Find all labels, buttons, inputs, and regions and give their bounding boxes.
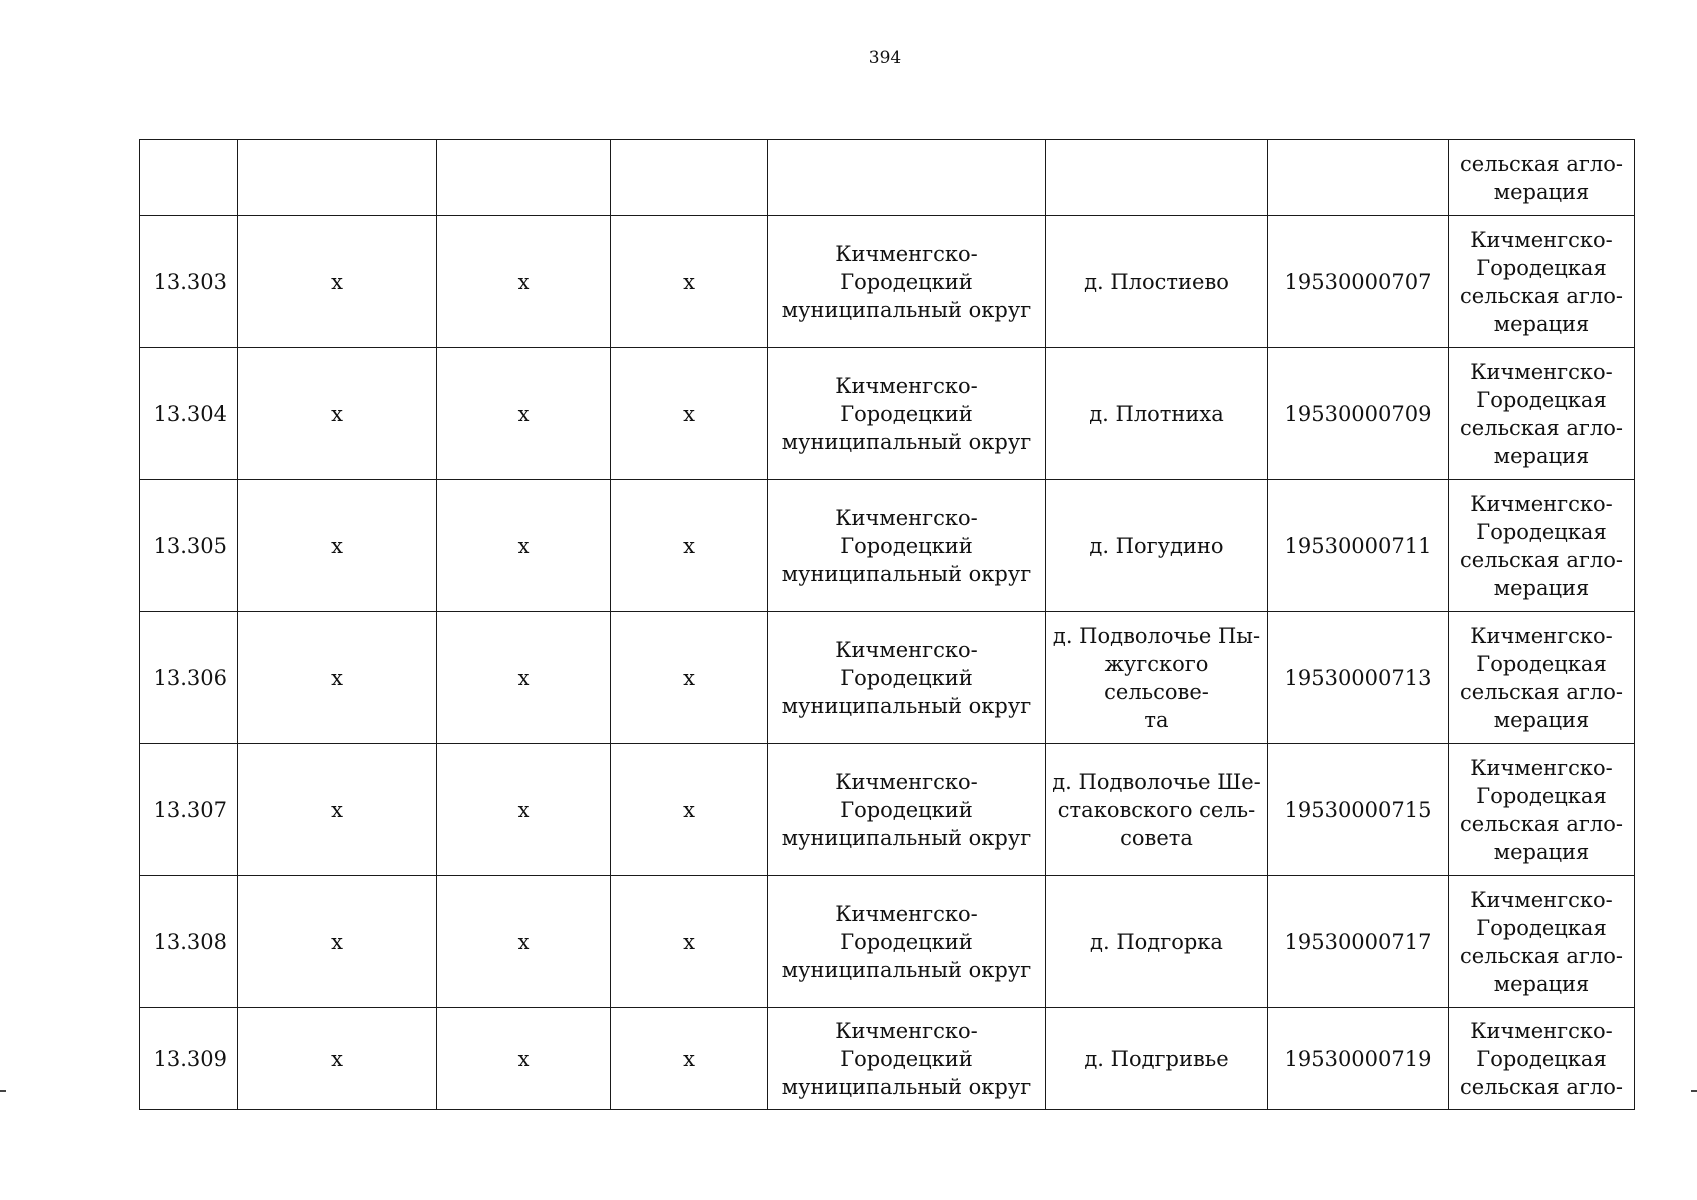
table-cell: [140, 140, 238, 216]
district-cell: Кичменгско-Городецкий муниципальный округ: [768, 348, 1046, 480]
table-cell: [1046, 140, 1268, 216]
marker-cell: х: [611, 348, 768, 480]
right-margin-mark: [1691, 1090, 1697, 1092]
left-margin-mark: [0, 1090, 6, 1092]
marker-cell: х: [238, 480, 437, 612]
agglomeration-cell: сельская агло- мерация: [1449, 140, 1635, 216]
table-row-continuation: [140, 140, 1635, 216]
marker-cell: х: [611, 480, 768, 612]
marker-cell: х: [611, 612, 768, 744]
table-cell: [1268, 140, 1449, 216]
settlement-cell: д. Погудино: [1046, 480, 1268, 612]
district-cell: Кичменгско-Городецкий муниципальный округ: [768, 744, 1046, 876]
code-cell: 19530000719: [1268, 1008, 1449, 1110]
marker-cell: х: [238, 744, 437, 876]
table-row: [140, 1008, 1635, 1110]
table-cell: [768, 140, 1046, 216]
table-row: [140, 480, 1635, 612]
settlement-cell: д. Плостиево: [1046, 216, 1268, 348]
code-cell: 19530000707: [1268, 216, 1449, 348]
settlement-cell: д. Подволочье Ше- стаковского сель- совета: [1046, 744, 1268, 876]
district-cell: Кичменгско-Городецкий муниципальный округ: [768, 480, 1046, 612]
marker-cell: х: [238, 876, 437, 1008]
marker-cell: х: [437, 1008, 611, 1110]
marker-cell: х: [611, 216, 768, 348]
page-number: 394: [868, 48, 902, 68]
marker-cell: х: [238, 348, 437, 480]
code-cell: 19530000715: [1268, 744, 1449, 876]
table-row: [140, 876, 1635, 1008]
code-cell: 19530000717: [1268, 876, 1449, 1008]
table-cell: [611, 140, 768, 216]
agglomeration-cell: Кичменгско- Городецкая сельская агло- мерация: [1449, 348, 1635, 480]
row-number-cell: 13.303: [140, 216, 238, 348]
code-cell: 19530000711: [1268, 480, 1449, 612]
district-cell: Кичменгско-Городецкий муниципальный округ: [768, 1008, 1046, 1110]
settlement-cell: д. Подволочье Пы- жугского сельсове- та: [1046, 612, 1268, 744]
district-cell: Кичменгско-Городецкий муниципальный округ: [768, 876, 1046, 1008]
settlement-cell: д. Плотниха: [1046, 348, 1268, 480]
code-cell: 19530000709: [1268, 348, 1449, 480]
code-cell: 19530000713: [1268, 612, 1449, 744]
agglomeration-cell: Кичменгско- Городецкая сельская агло- мерация: [1449, 876, 1635, 1008]
marker-cell: х: [238, 216, 437, 348]
marker-cell: х: [437, 348, 611, 480]
agglomeration-cell: Кичменгско- Городецкая сельская агло- мерация: [1449, 480, 1635, 612]
marker-cell: х: [437, 744, 611, 876]
marker-cell: х: [238, 612, 437, 744]
data-table: [139, 139, 1635, 1110]
agglomeration-cell: Кичменгско- Городецкая сельская агло- мерация: [1449, 612, 1635, 744]
settlement-cell: д. Подгорка: [1046, 876, 1268, 1008]
settlement-cell: д. Подгривье: [1046, 1008, 1268, 1110]
table-row: [140, 348, 1635, 480]
marker-cell: х: [611, 876, 768, 1008]
table-row: [140, 744, 1635, 876]
agglomeration-cell: Кичменгско- Городецкая сельская агло- мерация: [1449, 216, 1635, 348]
marker-cell: х: [437, 480, 611, 612]
row-number-cell: 13.305: [140, 480, 238, 612]
row-number-cell: 13.304: [140, 348, 238, 480]
marker-cell: х: [437, 876, 611, 1008]
agglomeration-cell: Кичменгско- Городецкая сельская агло- мерация: [1449, 744, 1635, 876]
marker-cell: х: [611, 1008, 768, 1110]
row-number-cell: 13.308: [140, 876, 238, 1008]
marker-cell: х: [437, 612, 611, 744]
agglomeration-cell: Кичменгско- Городецкая сельская агло-: [1449, 1008, 1635, 1110]
table-cell: [437, 140, 611, 216]
marker-cell: х: [238, 1008, 437, 1110]
row-number-cell: 13.307: [140, 744, 238, 876]
district-cell: Кичменгско-Городецкий муниципальный округ: [768, 216, 1046, 348]
row-number-cell: 13.306: [140, 612, 238, 744]
table-cell: [238, 140, 437, 216]
table-row: [140, 612, 1635, 744]
row-number-cell: 13.309: [140, 1008, 238, 1110]
table-row: [140, 216, 1635, 348]
marker-cell: х: [437, 216, 611, 348]
marker-cell: х: [611, 744, 768, 876]
district-cell: Кичменгско-Городецкий муниципальный округ: [768, 612, 1046, 744]
